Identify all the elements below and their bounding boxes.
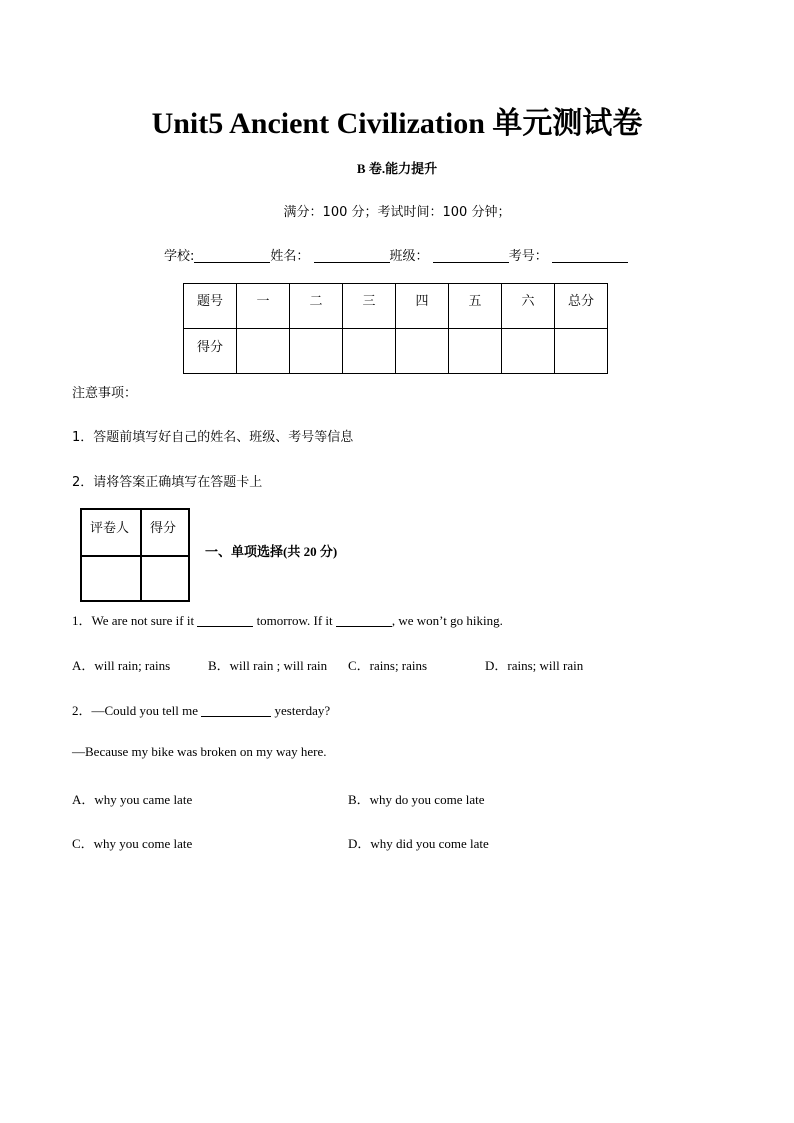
question-2-option-b[interactable]: B．why do you come late — [348, 792, 485, 807]
answer-blank[interactable] — [336, 613, 392, 627]
grader-label: 评卷人 — [90, 521, 130, 536]
score-header-cell: 四 — [396, 284, 449, 329]
section-title: 一、单项选择(共 20 分) — [205, 544, 338, 559]
score-cell[interactable] — [555, 329, 608, 374]
question-2-option-a[interactable]: A．why you came late — [72, 792, 193, 807]
score-header-cell: 三 — [343, 284, 396, 329]
question-1-option-c[interactable]: C．rains; rains — [348, 658, 428, 673]
note-item: 2．请将答案正确填写在答题卡上 — [72, 475, 263, 490]
class-label: 班级： — [389, 249, 429, 264]
score-cell[interactable] — [237, 329, 290, 374]
question-1-option-a[interactable]: A．will rain; rains — [72, 658, 171, 673]
grader-table — [80, 508, 190, 602]
note-item: 1．答题前填写好自己的姓名、班级、考号等信息 — [72, 430, 354, 445]
score-cell[interactable] — [502, 329, 555, 374]
grader-score-cell[interactable] — [141, 556, 189, 601]
name-blank[interactable] — [314, 248, 390, 263]
score-table-header-row — [184, 284, 608, 329]
question-1-option-b[interactable]: B．will rain ; will rain — [208, 658, 328, 673]
school-label: 学校: — [164, 249, 195, 264]
grader-score-label: 得分 — [150, 521, 177, 536]
score-table — [183, 283, 608, 374]
score-cell[interactable] — [449, 329, 502, 374]
score-header-cell: 六 — [502, 284, 555, 329]
score-cell[interactable] — [396, 329, 449, 374]
score-table-score-row — [184, 329, 608, 374]
number-label: 考号： — [508, 249, 548, 264]
question-1-stem: 1．We are not sure if it tomorrow. If it , we won’t go hiking. — [72, 613, 503, 628]
question-2-option-d[interactable]: D．why did you come late — [348, 836, 489, 851]
name-label: 姓名： — [270, 249, 310, 264]
score-header-cell: 五 — [449, 284, 502, 329]
score-row-label: 得分 — [184, 329, 237, 374]
school-blank[interactable] — [194, 248, 270, 263]
question-1-option-d[interactable]: D．rains; will rain — [485, 658, 584, 673]
exam-info: 满分：100 分；考试时间：100 分钟； — [283, 205, 511, 220]
answer-blank[interactable] — [201, 703, 271, 717]
notes-heading: 注意事项： — [72, 386, 138, 401]
number-blank[interactable] — [552, 248, 628, 263]
question-2-stem: 2．—Could you tell me yesterday? — [72, 703, 331, 718]
page-subtitle: B 卷.能力提升 — [356, 161, 438, 176]
class-blank[interactable] — [433, 248, 509, 263]
question-2-option-c[interactable]: C．why you come late — [72, 836, 193, 851]
score-header-cell: 一 — [237, 284, 290, 329]
score-header-cell: 总分 — [555, 284, 608, 329]
grader-cell[interactable] — [81, 556, 141, 601]
score-cell[interactable] — [290, 329, 343, 374]
score-header-cell: 二 — [290, 284, 343, 329]
answer-blank[interactable] — [197, 613, 253, 627]
score-cell[interactable] — [343, 329, 396, 374]
question-2-response: —Because my bike was broken on my way here. — [72, 744, 327, 759]
student-info-fields — [164, 245, 628, 264]
page-title: Unit5 Ancient Civilization 单元测试卷 — [151, 107, 643, 140]
score-header-cell: 题号 — [184, 284, 237, 329]
